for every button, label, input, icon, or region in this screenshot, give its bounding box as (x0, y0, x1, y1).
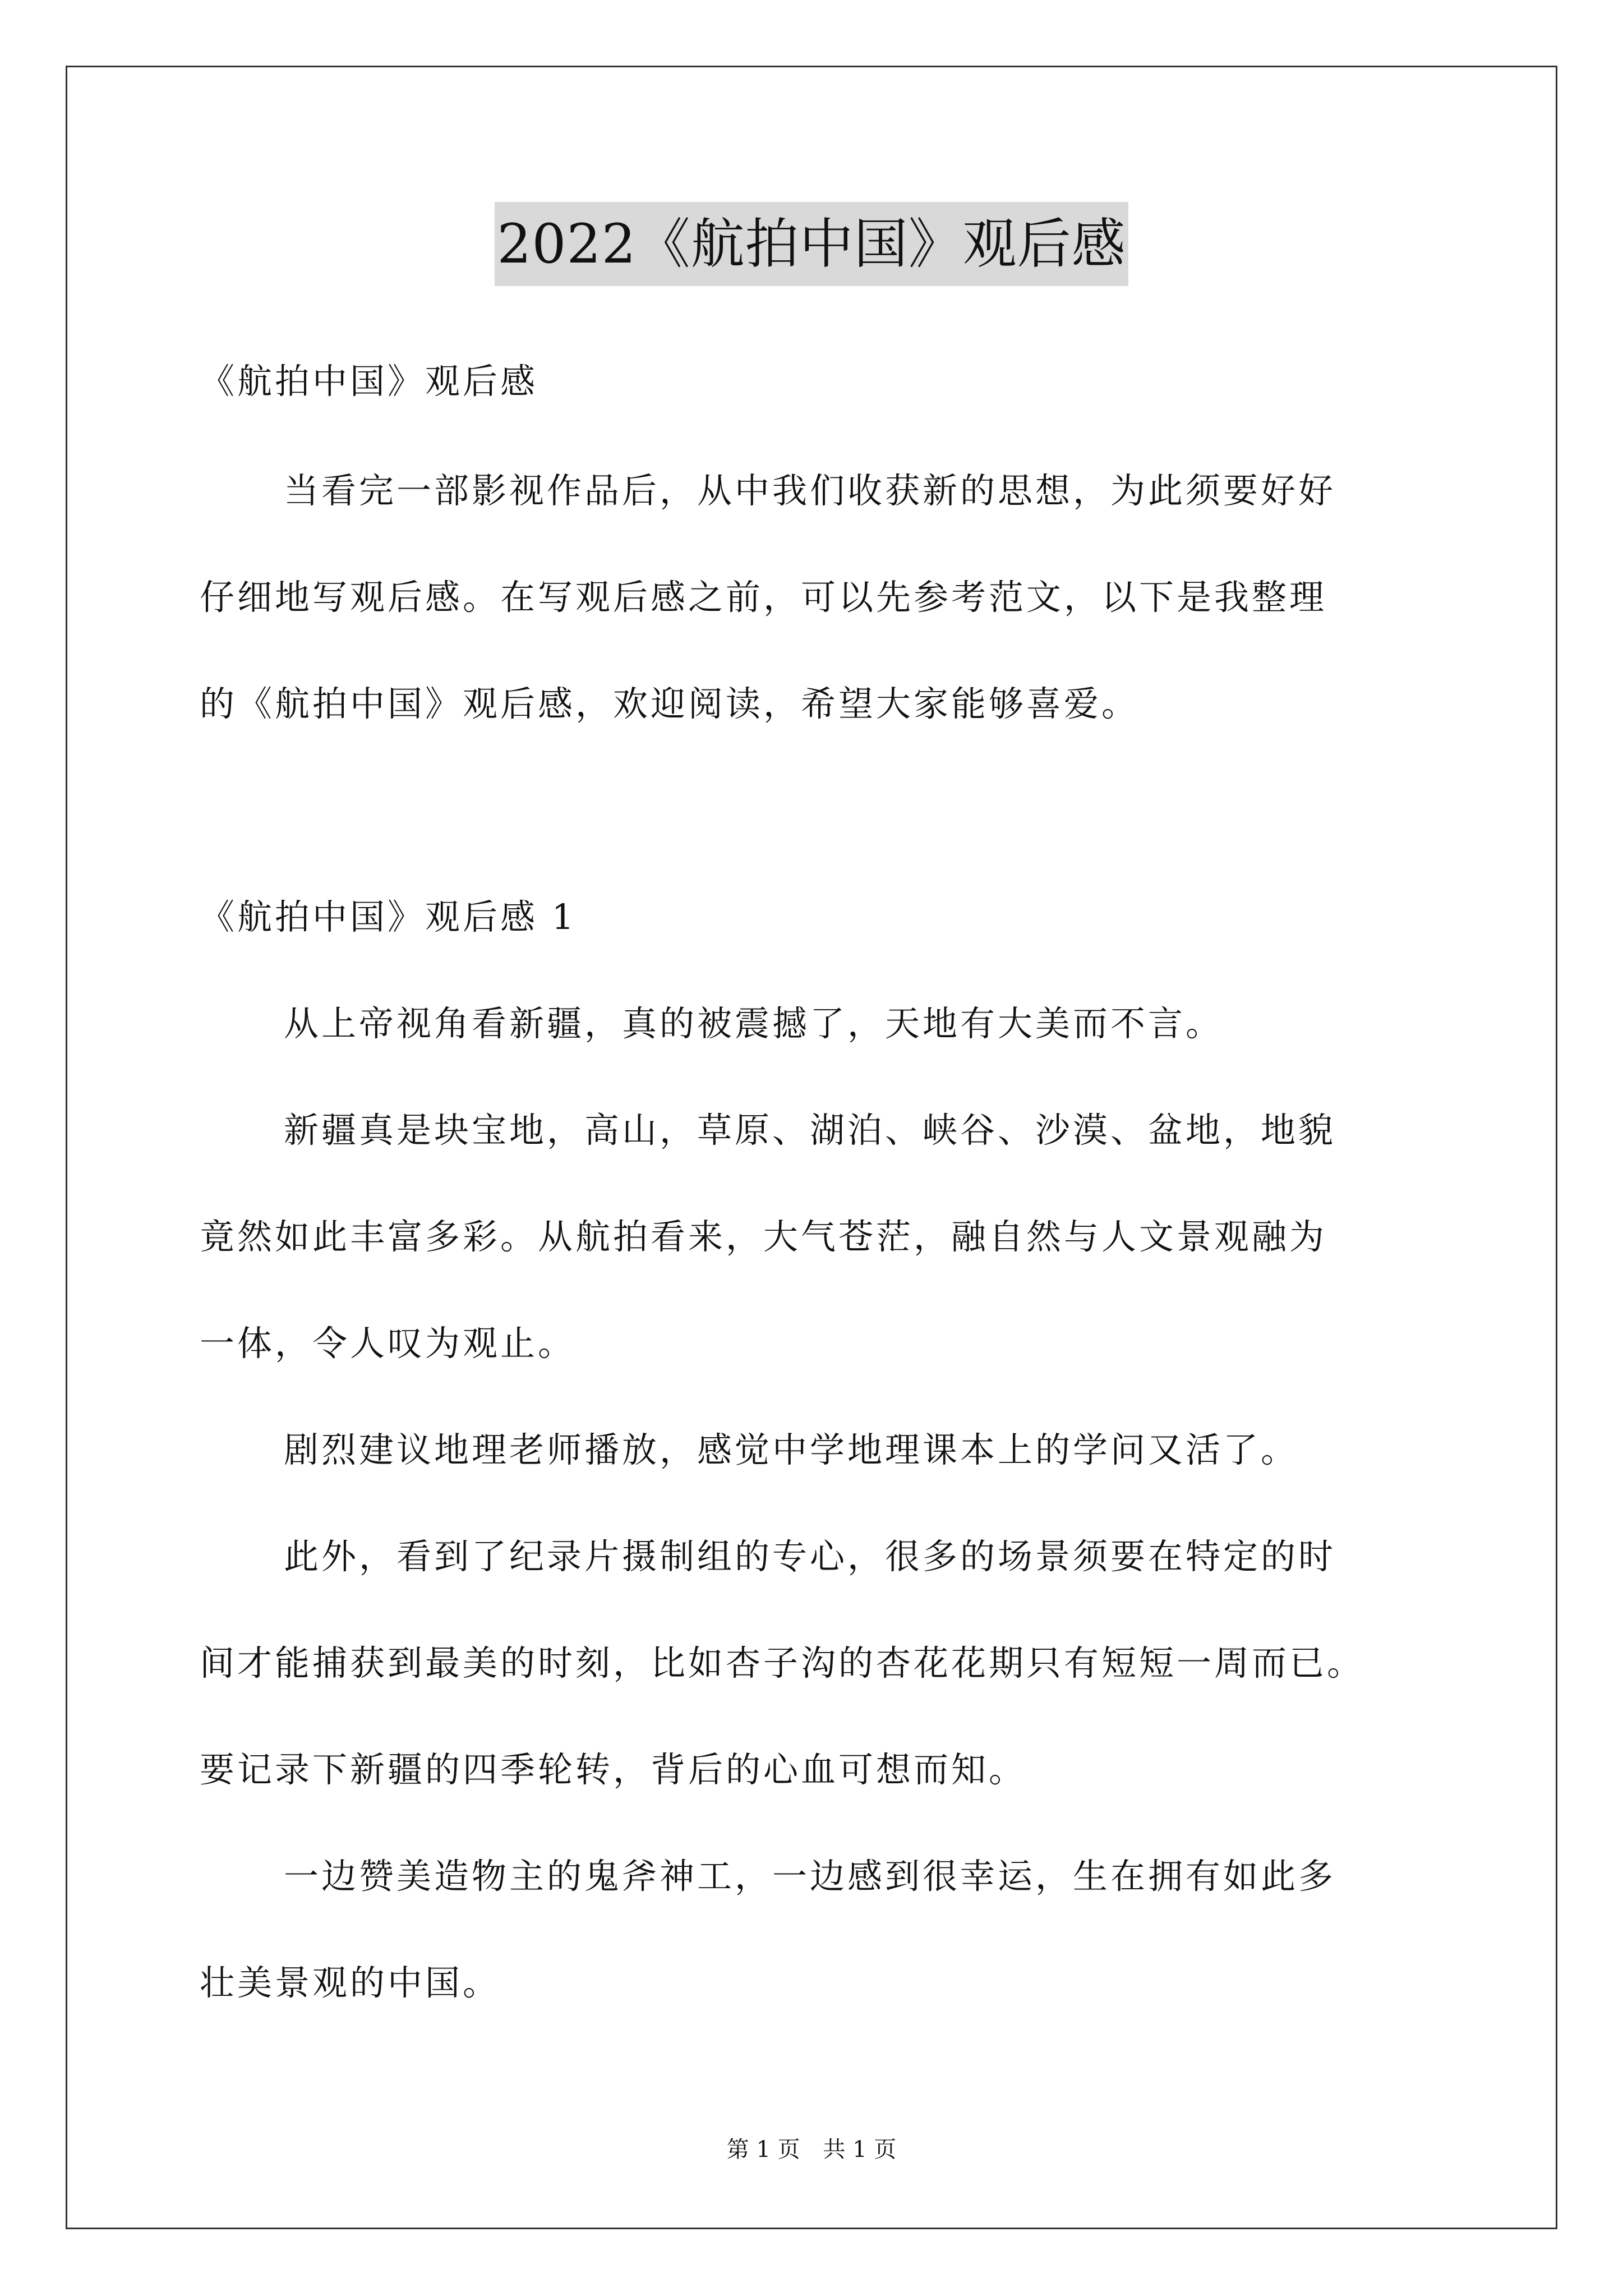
intro-paragraph-line: 仔细地写观后感。在写观后感之前，可以先参考范文，以下是我整理 (200, 577, 1327, 618)
title-container (0, 202, 1623, 286)
body-paragraph-line: 此外，看到了纪录片摄制组的专心，很多的场景须要在特定的时 (284, 1536, 1336, 1577)
total-pages: 共 1 页 (823, 2137, 897, 2162)
body-paragraph-line: 要记录下新疆的四季轮转，背后的心血可想而知。 (200, 1749, 1027, 1790)
body-paragraph-line: 一体，令人叹为观止。 (200, 1323, 576, 1364)
body-paragraph-line: 从上帝视角看新疆，真的被震撼了，天地有大美而不言。 (284, 1003, 1224, 1044)
body-paragraph-line: 竟然如此丰富多彩。从航拍看来，大气苍茫，融自然与人文景观融为 (200, 1216, 1327, 1257)
document-title: 2022《航拍中国》观后感 (495, 202, 1128, 286)
page-footer (0, 2132, 1623, 2164)
body-paragraph-line: 壮美景观的中国。 (200, 1962, 501, 2003)
page-number: 第 1 页 (726, 2137, 800, 2162)
body-paragraph-line: 剧烈建议地理老师播放，感觉中学地理课本上的学问又活了。 (284, 1429, 1299, 1470)
body-paragraph-line: 新疆真是块宝地，高山，草原、湖泊、峡谷、沙漠、盆地，地貌 (284, 1110, 1336, 1151)
intro-paragraph-line: 的《航拍中国》观后感，欢迎阅读，希望大家能够喜爱。 (200, 683, 1140, 724)
body-paragraph-line: 一边赞美造物主的鬼斧神工，一边感到很幸运，生在拥有如此多 (284, 1856, 1336, 1897)
body-paragraph-line: 间才能捕获到最美的时刻，比如杏子沟的杏花花期只有短短一周而已。 (200, 1642, 1365, 1683)
intro-heading: 《航拍中国》观后感 (200, 361, 538, 402)
intro-paragraph-line: 当看完一部影视作品后，从中我们收获新的思想，为此须要好好 (284, 470, 1336, 511)
section-heading: 《航拍中国》观后感 1 (200, 896, 577, 937)
